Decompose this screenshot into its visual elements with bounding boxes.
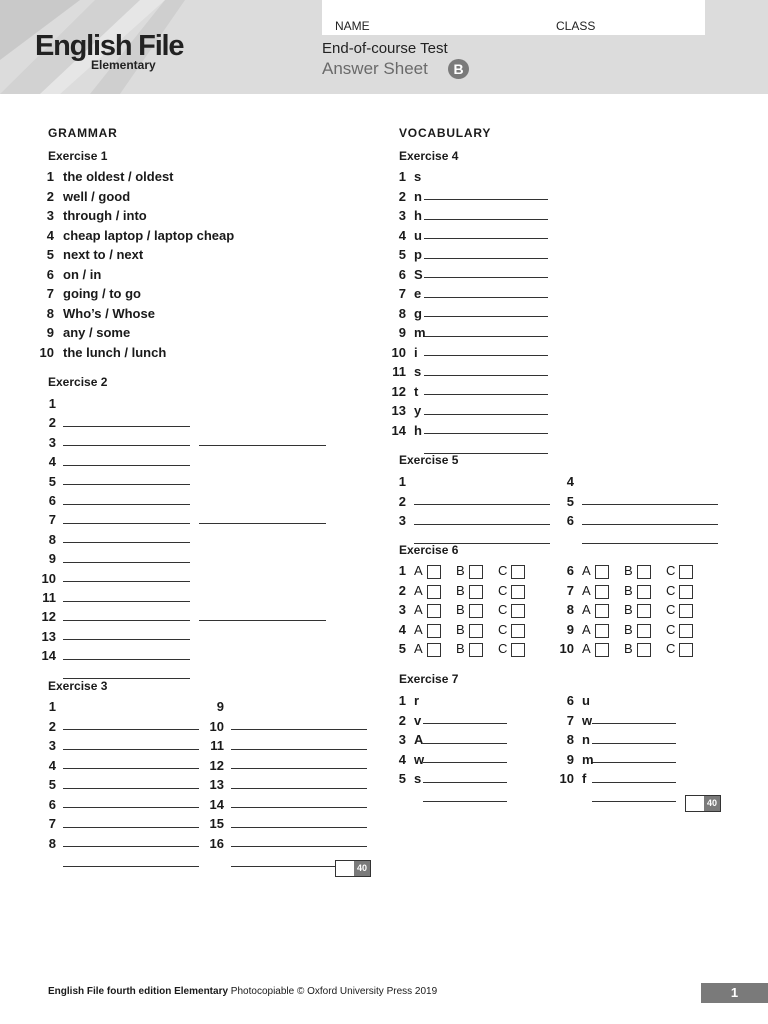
item-number: 2: [398, 712, 406, 728]
option-letter: B: [456, 563, 465, 578]
option-pair[interactable]: cheap laptop / laptop cheap: [63, 227, 235, 243]
item-number: 3: [46, 208, 54, 223]
option-letter: B: [456, 602, 465, 617]
item-number: 7: [48, 512, 56, 528]
word-prefix: w: [582, 712, 593, 728]
list-item: [38, 550, 338, 568]
list-item: [205, 815, 375, 833]
list-item: [390, 246, 570, 264]
checkbox[interactable]: [427, 604, 441, 618]
list-item: [390, 402, 570, 420]
checkbox[interactable]: [637, 604, 651, 618]
checkbox[interactable]: [637, 565, 651, 579]
option-pair[interactable]: well / good: [63, 188, 131, 204]
item-number: 2: [46, 188, 54, 204]
item-number: 3: [398, 513, 406, 528]
list-item: [554, 712, 694, 730]
list-item: [38, 414, 338, 432]
item-number: 3: [398, 602, 406, 617]
option-letter: B: [624, 621, 633, 637]
word-prefix: m: [414, 325, 426, 340]
list-item: [390, 422, 570, 440]
vocabulary-score-total: 40: [704, 796, 720, 811]
checkbox[interactable]: [427, 565, 441, 579]
item-number: 7: [566, 712, 574, 728]
list-item: [390, 692, 530, 710]
word-prefix: m: [582, 751, 594, 767]
checkbox[interactable]: [637, 624, 651, 638]
option-letter: B: [624, 602, 633, 617]
version-badge: B: [448, 59, 469, 79]
item-number: 10: [41, 570, 56, 586]
word-prefix: t: [414, 383, 419, 399]
checkbox[interactable]: [595, 604, 609, 618]
option-letter: C: [498, 563, 508, 578]
list-item: [205, 796, 375, 814]
item-number: 8: [566, 602, 574, 617]
mc-row: [554, 563, 714, 581]
list-item: [390, 344, 570, 362]
word-prefix: h: [414, 422, 422, 438]
item-number: 8: [48, 531, 56, 547]
name-label: NAME: [335, 19, 370, 33]
option-letter: C: [666, 621, 676, 637]
list-item: [390, 493, 560, 511]
list-item: [38, 647, 338, 665]
option-letter: B: [456, 641, 465, 656]
item-number: 1: [398, 169, 406, 184]
mc-row: [554, 602, 714, 620]
item-number: 8: [46, 305, 54, 321]
checkbox[interactable]: [469, 585, 483, 599]
checkbox[interactable]: [595, 565, 609, 579]
checkbox[interactable]: [595, 585, 609, 599]
item-number: 4: [398, 621, 406, 637]
list-item: [38, 168, 338, 186]
word-prefix: u: [582, 693, 590, 708]
item-number: 1: [398, 474, 406, 489]
checkbox[interactable]: [679, 643, 693, 657]
item-number: 4: [398, 751, 406, 767]
list-item: [390, 473, 560, 491]
word-prefix: S: [414, 266, 423, 282]
checkbox[interactable]: [637, 643, 651, 657]
list-item: [38, 718, 208, 736]
exercise-1-title: Exercise 1: [48, 149, 108, 163]
list-item: [390, 285, 570, 303]
item-number: 7: [566, 582, 574, 598]
item-number: 11: [42, 590, 56, 605]
list-item: [38, 324, 338, 342]
list-item: [390, 712, 530, 730]
list-item: [390, 751, 530, 769]
option-letter: A: [414, 582, 423, 598]
item-number: 13: [391, 403, 406, 418]
word-prefix: y: [414, 403, 422, 418]
checkbox[interactable]: [511, 624, 525, 638]
item-number: 2: [48, 415, 56, 431]
list-item: [38, 698, 208, 716]
item-number: 7: [46, 286, 54, 301]
item-number: 3: [398, 208, 406, 223]
item-number: 1: [398, 693, 406, 708]
option-letter: A: [582, 602, 591, 617]
option-pair[interactable]: Who’s / Whose: [63, 305, 155, 321]
word-prefix: h: [414, 208, 422, 223]
checkbox[interactable]: [595, 643, 609, 657]
list-item: [390, 770, 530, 788]
checkbox[interactable]: [679, 585, 693, 599]
item-number: 8: [48, 835, 56, 851]
answer-line[interactable]: [63, 665, 190, 679]
list-item: [390, 207, 570, 225]
item-number: 4: [46, 227, 54, 243]
list-item: [390, 188, 570, 206]
footer-credit: [48, 986, 437, 997]
list-item: [38, 227, 338, 245]
list-item: [390, 305, 570, 323]
item-number: 5: [566, 493, 574, 509]
logo-subtitle: Elementary: [91, 58, 156, 72]
list-item: [390, 383, 570, 401]
item-number: 4: [566, 474, 574, 489]
answer-line[interactable]: [592, 788, 676, 802]
item-number: 14: [41, 648, 56, 664]
option-pair[interactable]: on / in: [63, 266, 102, 282]
item-number: 13: [41, 628, 56, 644]
item-number: 10: [39, 344, 54, 360]
item-number: 10: [559, 771, 574, 786]
option-letter: C: [666, 563, 676, 578]
item-number: 2: [48, 718, 56, 734]
item-number: 5: [48, 473, 56, 489]
list-item: [38, 344, 338, 362]
word-prefix: p: [414, 247, 422, 262]
list-item: [390, 168, 570, 186]
item-number: 7: [398, 286, 406, 301]
word-prefix: s: [414, 771, 422, 786]
item-number: 8: [566, 732, 574, 747]
answer-sheet-title: Answer Sheet: [322, 59, 428, 78]
list-item: [38, 492, 338, 510]
option-pair[interactable]: through / into: [63, 208, 147, 223]
checkbox[interactable]: [469, 604, 483, 618]
list-item: [38, 207, 338, 225]
option-letter: B: [624, 641, 633, 656]
list-item: [38, 305, 338, 323]
list-item: [38, 628, 338, 646]
item-number: 11: [392, 364, 406, 379]
item-number: 2: [398, 493, 406, 509]
list-item: [205, 737, 375, 755]
footer-copyright: Photocopiable © Oxford University Press 2019: [228, 986, 438, 997]
logo-title: English File: [35, 30, 184, 62]
item-number: 1: [48, 699, 56, 714]
list-item: [38, 434, 338, 452]
item-number: 12: [41, 609, 56, 625]
grammar-title: GRAMMAR: [48, 126, 118, 140]
item-number: 12: [391, 383, 406, 399]
item-number: 5: [398, 247, 406, 262]
checkbox[interactable]: [469, 565, 483, 579]
name-class-field[interactable]: [322, 0, 705, 35]
option-letter: C: [666, 602, 676, 617]
option-pair[interactable]: the oldest / oldest: [63, 169, 174, 184]
option-letter: A: [582, 582, 591, 598]
checkbox[interactable]: [427, 643, 441, 657]
mc-row: [386, 602, 546, 620]
item-number: 1: [398, 563, 406, 578]
mc-row: [554, 622, 714, 640]
answer-line[interactable]: [424, 440, 548, 454]
list-item: [38, 757, 208, 775]
list-item: [38, 453, 338, 471]
footer-book-title: English File fourth edition Elementary: [48, 986, 229, 997]
list-item: [38, 531, 338, 549]
list-item: [554, 751, 694, 769]
list-item: [38, 511, 338, 529]
item-number: 14: [209, 796, 224, 812]
option-pair[interactable]: going / to go: [63, 286, 141, 301]
answer-line[interactable]: [63, 853, 199, 867]
word-prefix: n: [414, 188, 422, 204]
option-letter: A: [414, 641, 423, 656]
option-letter: B: [624, 563, 633, 578]
word-prefix: g: [414, 305, 422, 321]
list-item: [390, 266, 570, 284]
list-item: [558, 512, 728, 530]
checkbox[interactable]: [427, 585, 441, 599]
item-number: 1: [46, 169, 54, 184]
grammar-score-box[interactable]: [335, 860, 371, 877]
item-number: 6: [566, 513, 574, 528]
grammar-score-total: 40: [354, 861, 370, 876]
list-item: [554, 770, 694, 788]
word-prefix: v: [414, 712, 422, 728]
mc-row: [386, 641, 546, 659]
item-number: 9: [566, 621, 574, 637]
list-item: [38, 266, 338, 284]
item-number: 3: [48, 434, 56, 450]
checkbox[interactable]: [679, 565, 693, 579]
option-letter: C: [666, 582, 676, 598]
list-item: [38, 776, 208, 794]
item-number: 9: [48, 551, 56, 567]
list-item: [205, 835, 375, 853]
list-item: [38, 395, 338, 413]
word-prefix: w: [414, 751, 425, 767]
exercise-5-title: Exercise 5: [399, 453, 459, 467]
list-item: [390, 363, 570, 381]
item-number: 6: [566, 693, 574, 708]
item-number: 2: [398, 582, 406, 598]
list-item: [38, 737, 208, 755]
option-letter: C: [498, 621, 508, 637]
list-item: [205, 776, 375, 794]
answer-line[interactable]: [414, 530, 550, 544]
option-letter: B: [456, 582, 465, 598]
item-number: 3: [48, 738, 56, 753]
checkbox[interactable]: [469, 624, 483, 638]
checkbox[interactable]: [595, 624, 609, 638]
list-item: [390, 731, 530, 749]
item-number: 10: [391, 344, 406, 360]
answer-line[interactable]: [423, 788, 507, 802]
item-number: 9: [46, 325, 54, 340]
word-prefix: e: [414, 286, 422, 301]
item-number: 8: [398, 305, 406, 321]
list-item: [38, 285, 338, 303]
item-number: 4: [398, 227, 406, 243]
item-number: 3: [398, 732, 406, 747]
item-number: 5: [46, 247, 54, 262]
list-item: [390, 227, 570, 245]
item-number: 13: [209, 777, 224, 792]
list-item: [205, 698, 375, 716]
checkbox[interactable]: [679, 604, 693, 618]
option-letter: A: [582, 641, 591, 656]
item-number: 10: [559, 641, 574, 656]
option-letter: A: [414, 602, 423, 617]
checkbox[interactable]: [511, 643, 525, 657]
option-letter: A: [414, 621, 423, 637]
mc-row: [386, 563, 546, 581]
option-pair[interactable]: next to / next: [63, 247, 144, 262]
option-letter: B: [456, 621, 465, 637]
option-pair[interactable]: the lunch / lunch: [63, 344, 167, 360]
page-number: 1: [701, 983, 768, 1003]
option-letter: A: [582, 563, 591, 578]
word-prefix: r: [414, 693, 420, 708]
mc-row: [554, 641, 714, 659]
word-prefix: f: [582, 771, 587, 786]
list-item: [390, 512, 560, 530]
item-number: 6: [398, 266, 406, 282]
item-number: 9: [398, 325, 406, 340]
list-item: [38, 796, 208, 814]
list-item: [554, 692, 694, 710]
list-item: [38, 188, 338, 206]
item-number: 6: [46, 266, 54, 282]
item-number: 12: [209, 757, 224, 773]
item-number: 5: [398, 641, 406, 656]
item-number: 9: [216, 699, 224, 714]
exercise-6-title: Exercise 6: [399, 543, 459, 557]
item-number: 6: [48, 796, 56, 812]
item-number: 5: [48, 777, 56, 792]
option-letter: A: [414, 563, 423, 578]
item-number: 1: [48, 396, 56, 411]
list-item: [38, 473, 338, 491]
item-number: 6: [48, 493, 56, 508]
item-number: 15: [209, 816, 224, 831]
vocabulary-title: VOCABULARY: [399, 126, 492, 140]
option-letter: B: [624, 582, 633, 598]
list-item: [38, 815, 208, 833]
checkbox[interactable]: [637, 585, 651, 599]
header-banner: [0, 0, 768, 94]
checkbox[interactable]: [511, 585, 525, 599]
vocabulary-score-box[interactable]: [685, 795, 721, 812]
mc-row: [554, 583, 714, 601]
test-title: End-of-course Test: [322, 40, 448, 57]
item-number: 14: [391, 422, 406, 438]
option-pair[interactable]: any / some: [63, 325, 131, 340]
word-prefix: s: [414, 364, 422, 379]
exercise-7-title: Exercise 7: [399, 672, 459, 686]
list-item: [554, 731, 694, 749]
exercise-3-title: Exercise 3: [48, 679, 108, 693]
word-prefix: u: [414, 227, 422, 243]
exercise-4-title: Exercise 4: [399, 149, 459, 163]
list-item: [38, 589, 338, 607]
list-item: [205, 718, 375, 736]
option-letter: C: [498, 602, 508, 617]
checkbox[interactable]: [679, 624, 693, 638]
list-item: [38, 608, 338, 626]
option-letter: A: [582, 621, 591, 637]
item-number: 4: [48, 454, 56, 470]
mc-row: [386, 622, 546, 640]
item-number: 5: [398, 771, 406, 786]
list-item: [205, 757, 375, 775]
list-item: [558, 493, 728, 511]
list-item: [38, 246, 338, 264]
checkbox[interactable]: [511, 565, 525, 579]
item-number: 2: [398, 188, 406, 204]
item-number: 6: [566, 563, 574, 578]
word-prefix: A: [414, 732, 424, 747]
word-prefix: i: [414, 344, 418, 360]
exercise-2-title: Exercise 2: [48, 375, 108, 389]
item-number: 7: [48, 816, 56, 831]
mc-row: [386, 583, 546, 601]
list-item: [558, 473, 728, 491]
item-number: 10: [209, 718, 224, 734]
item-number: 9: [566, 751, 574, 767]
item-number: 11: [210, 738, 224, 753]
list-item: [390, 324, 570, 342]
list-item: [38, 835, 208, 853]
answer-line[interactable]: [582, 530, 718, 544]
item-number: 16: [209, 835, 224, 851]
list-item: [38, 570, 338, 588]
checkbox[interactable]: [427, 624, 441, 638]
word-prefix: n: [582, 732, 590, 747]
option-letter: C: [498, 582, 508, 598]
word-prefix: s: [414, 169, 422, 184]
option-letter: C: [666, 641, 676, 656]
checkbox[interactable]: [469, 643, 483, 657]
class-label: CLASS: [556, 19, 596, 33]
item-number: 4: [48, 757, 56, 773]
option-letter: C: [498, 641, 508, 656]
checkbox[interactable]: [511, 604, 525, 618]
